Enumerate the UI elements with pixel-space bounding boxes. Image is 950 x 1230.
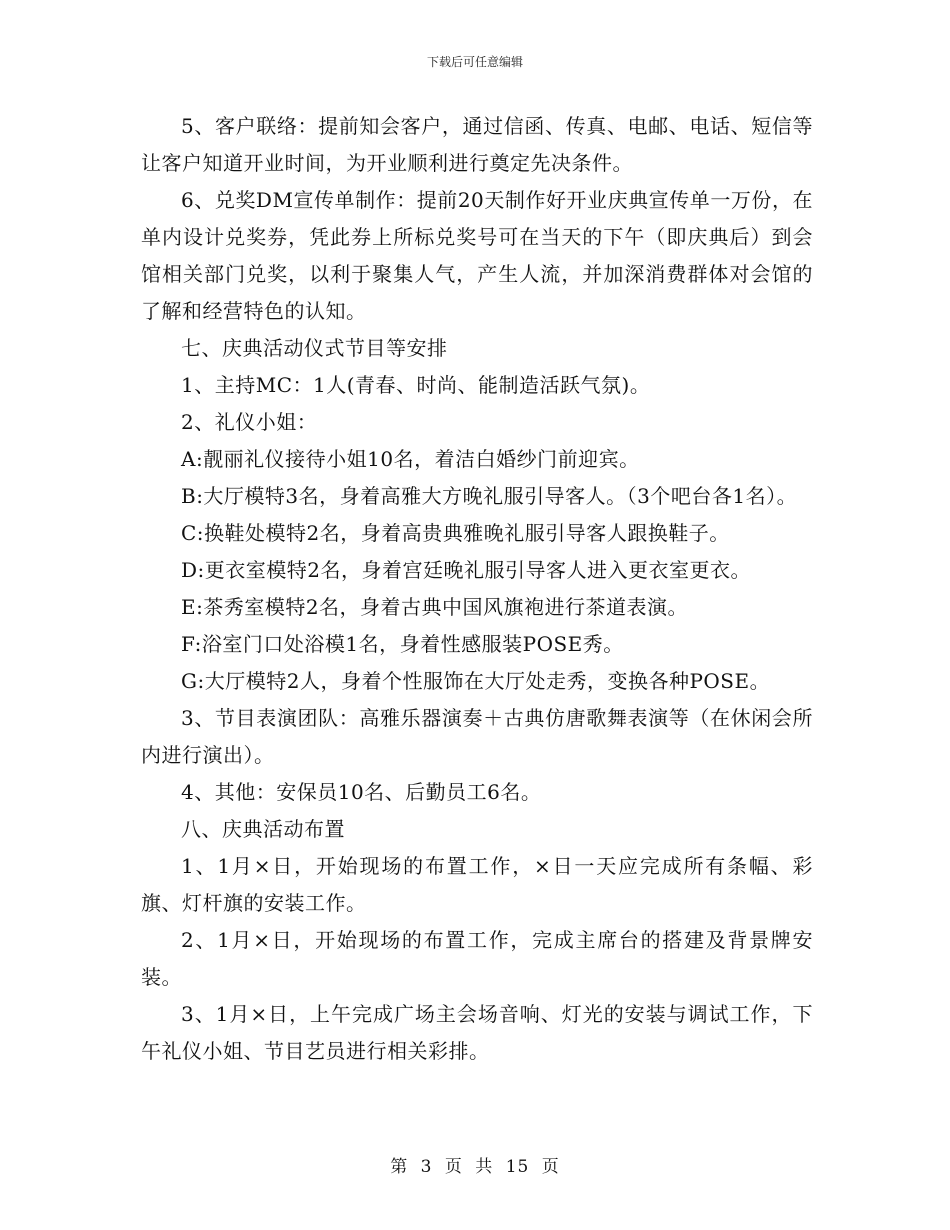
paragraph-host: 1、主持MC：1人(青春、时尚、能制造活跃气氛)。 — [181, 373, 651, 397]
paragraph-performance: 3、节目表演团队：高雅乐器演奏＋古典仿唐歌舞表演等（在休闲会所内进行演出）。 — [141, 706, 813, 767]
paragraph-item-g: G:大厅模特2人，身着个性服饰在大厅处走秀，变换各种POSE。 — [181, 669, 771, 693]
paragraph-item-f: F:浴室门口处浴模1名，身着性感服装POSE秀。 — [181, 632, 624, 656]
paragraph-layout-2: 2、1月×日，开始现场的布置工作，完成主席台的搭建及背景牌安装。 — [141, 928, 813, 989]
paragraph-item-b: B:大厅模特3名，身着高雅大方晚礼服引导客人。（3个吧台各1名）。 — [181, 484, 798, 508]
paragraph-layout-1: 1、1月×日，开始现场的布置工作，×日一天应完成所有条幅、彩旗、灯杆旗的安装工作。 — [141, 854, 813, 915]
page-header-note: 下载后可任意编辑 — [426, 55, 523, 69]
paragraph-item-d: D:更衣室模特2名，身着宫廷晚礼服引导客人进入更衣室更衣。 — [181, 558, 751, 582]
page-number: 第 3 页 共 15 页 — [390, 1157, 560, 1177]
paragraph-item-a: A:靓丽礼仪接待小姐10名，着洁白婚纱门前迎宾。 — [181, 447, 640, 471]
paragraph-dm-flyer: 6、兑奖DM宣传单制作：提前20天制作好开业庆典宣传单一万份，在单内设计兑奖券，凭此券上所标兑奖号可在当天的下午（即庆典后）到会馆相关部门兑奖，以利于聚集人气，产生人流，并加深消费群体对会馆的了解和经营特色的认知。 — [141, 188, 813, 323]
section-heading-layout: 八、庆典活动布置 — [181, 817, 345, 841]
section-heading-program: 七、庆典活动仪式节目等安排 — [181, 336, 448, 360]
paragraph-layout-3: 3、1月×日，上午完成广场主会场音响、灯光的安装与调试工作，下午礼仪小姐、节目艺员进行相关彩排。 — [141, 1002, 813, 1063]
paragraph-etiquette: 2、礼仪小姐： — [181, 410, 318, 434]
paragraph-item-e: E:茶秀室模特2名，身着古典中国风旗袍进行茶道表演。 — [181, 595, 689, 619]
paragraph-other-staff: 4、其他：安保员10名、后勤员工6名。 — [181, 780, 542, 804]
paragraph-item-c: C:换鞋处模特2名，身着高贵典雅晚礼服引导客人跟换鞋子。 — [181, 521, 730, 545]
paragraph-customer-contact: 5、客户联络：提前知会客户，通过信函、传真、电邮、电话、短信等让客户知道开业时间，为开业顺利进行奠定先决条件。 — [141, 114, 813, 175]
document-body — [141, 108, 813, 1070]
